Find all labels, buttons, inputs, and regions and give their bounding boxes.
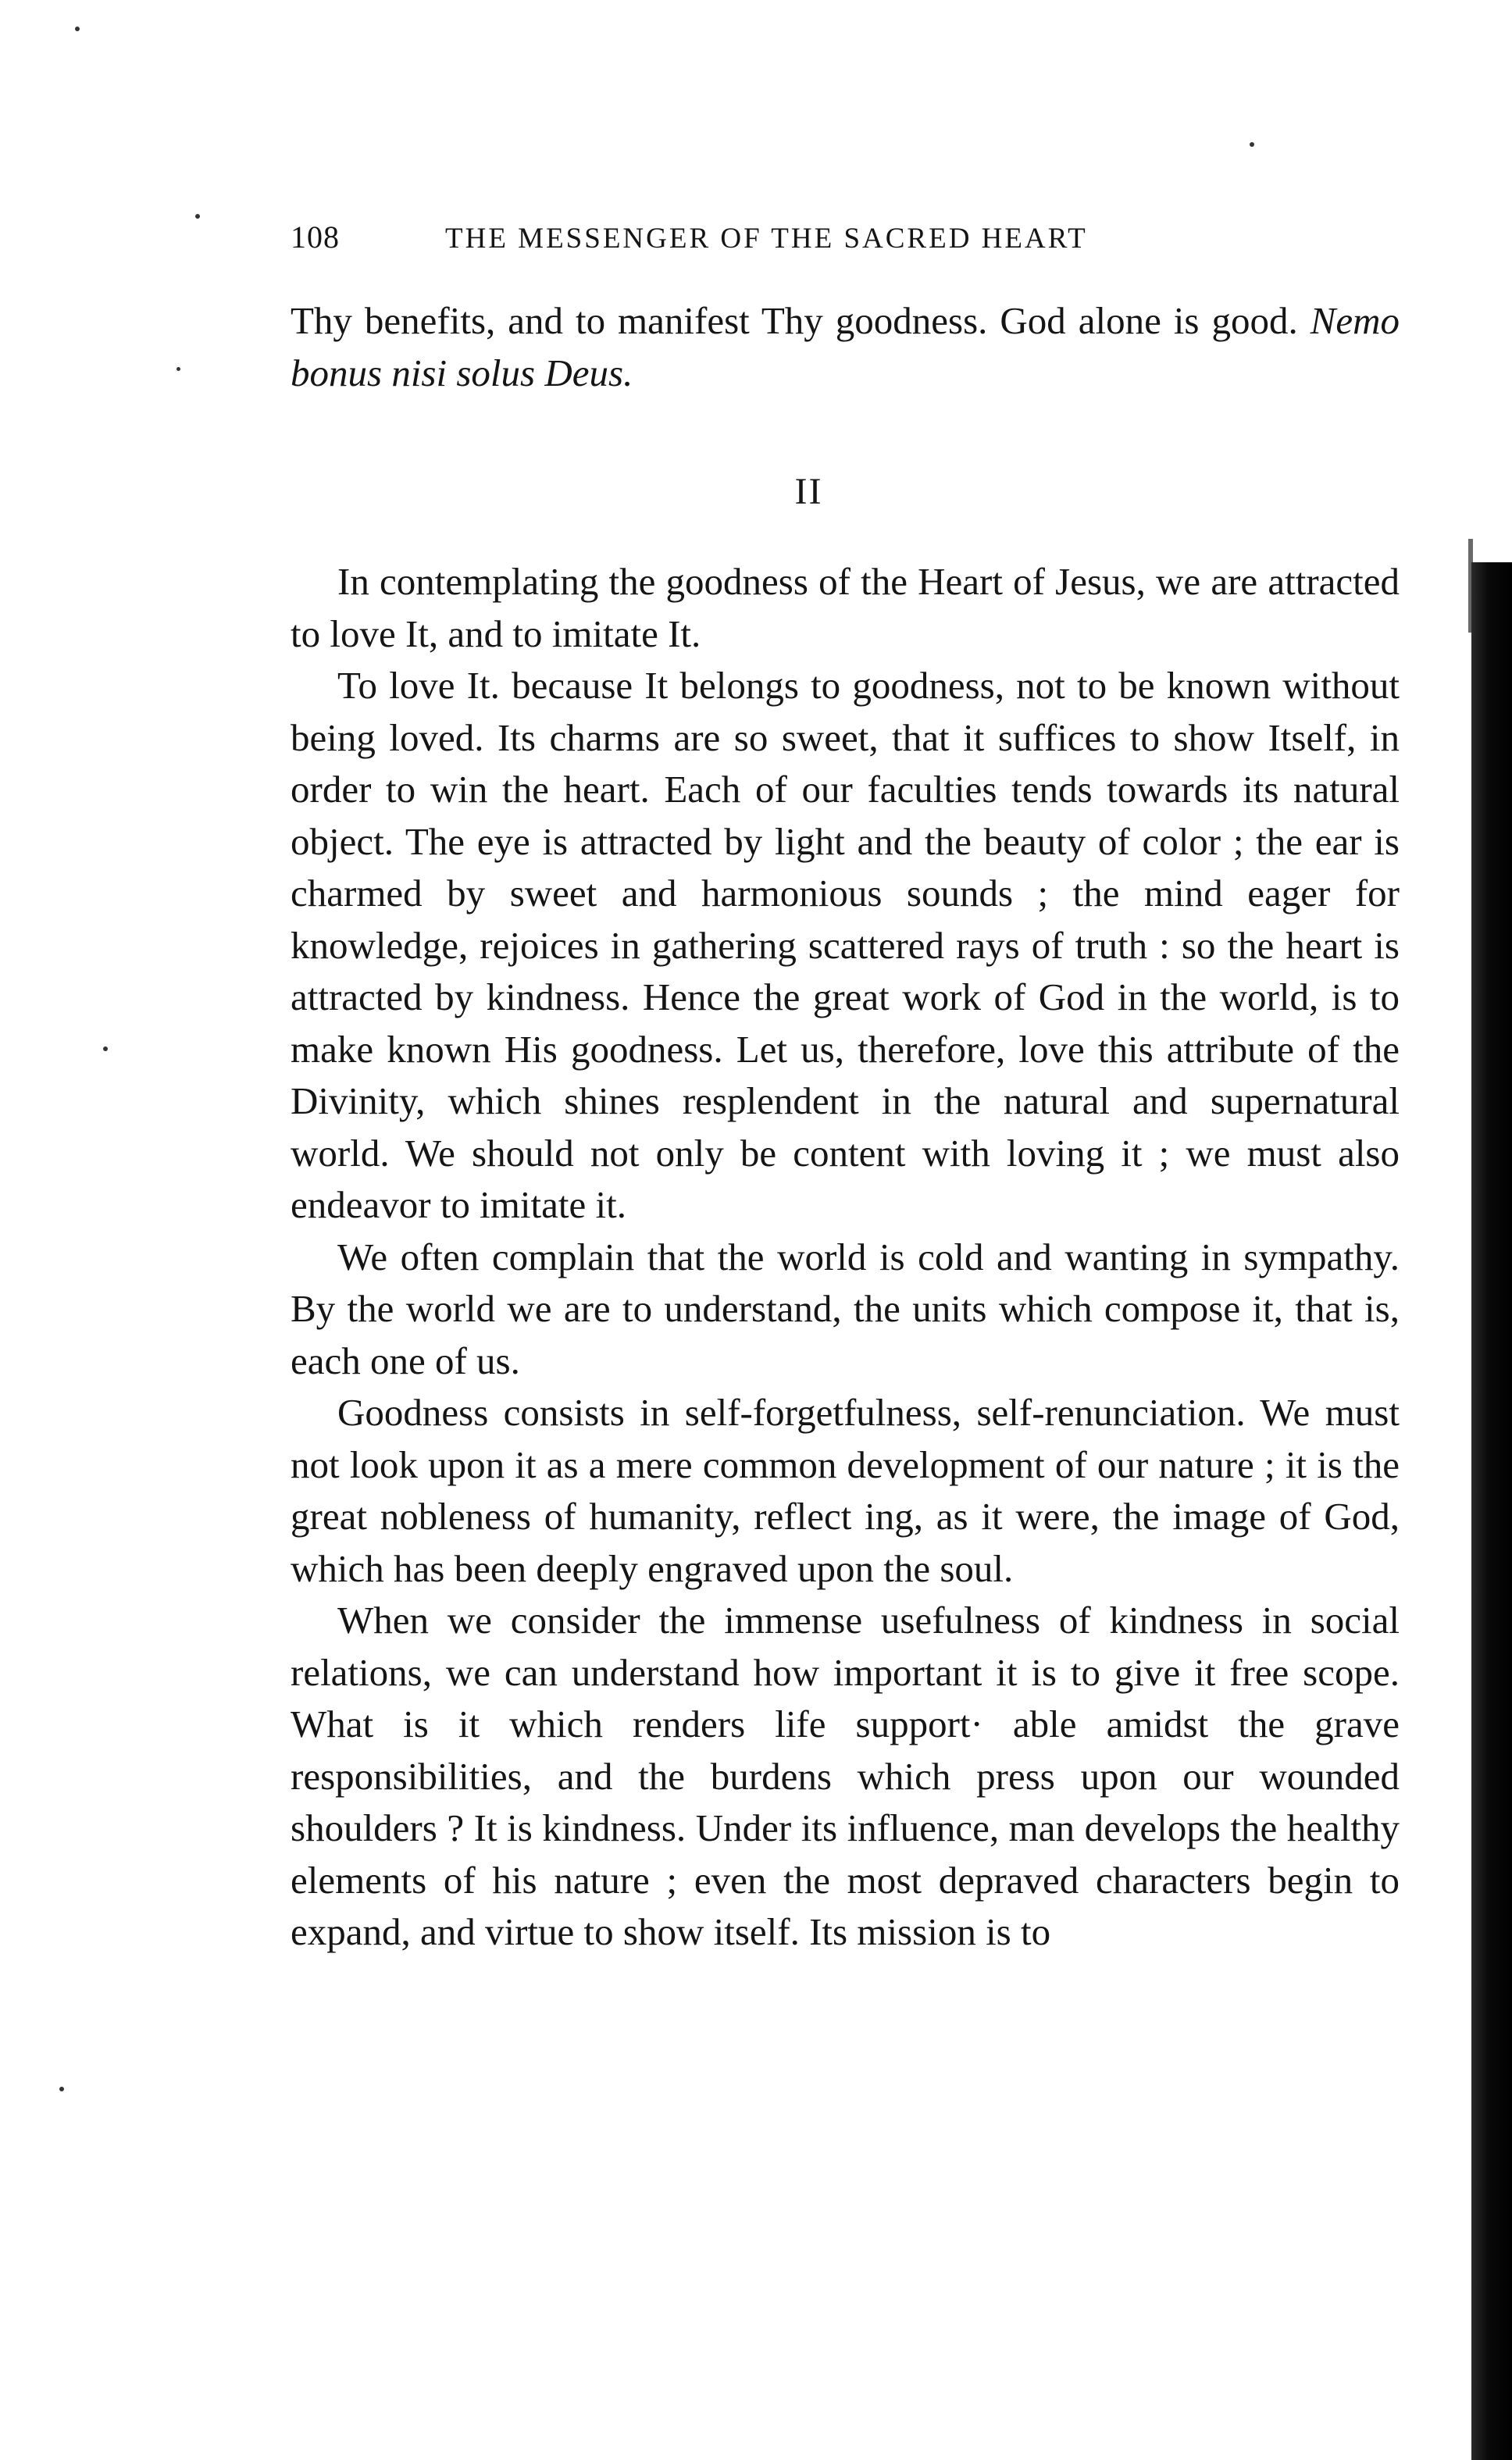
- scan-speck: [1250, 142, 1254, 147]
- running-title: THE MESSENGER OF THE SACRED HEART: [445, 223, 1088, 255]
- paragraph: Goodness consists in self-forgetfulness, self-renunciation. We must not look upon it as a mere common development of our nature ; it is the great nobleness of humanity, reflect ing, as it were, the image of God, which has been deeply engraved upon the soul.: [291, 1391, 1400, 1590]
- continuation-body: Thy benefits, and to manifest Thy goodness. God alone is good.: [291, 299, 1311, 342]
- scan-speck: [75, 27, 80, 31]
- paragraph: To love It. because It belongs to goodness, not to be known without being loved. Its charms are so sweet, that it suffices to show Itself, in order to win the heart. Each of our faculties tends towards its natural object. The eye is attracted by light and the beauty of color ; the ear is charmed by sweet and harmonious sounds ; the mind eager for knowledge, rejoices in gathering scattered rays of truth : so the heart is attracted by kindness. Hence the great work of God in the world, is to make known His goodness. Let us, therefore, love this attribute of the Divinity, which shines resplendent in the natural and supernatural world. We should not only be content with loving it ; we must also endeavor to imitate it.: [291, 664, 1400, 1226]
- paragraph: We often complain that the world is cold and wanting in sympathy. By the world we are to understand, the units which compose it, that is, each one of us.: [291, 1235, 1400, 1382]
- running-header: [291, 219, 1275, 266]
- scan-speck: [177, 367, 180, 371]
- scan-speck: [103, 1046, 108, 1051]
- latin-quotation: Nemo bonus nisi solus Deus.: [291, 299, 1400, 394]
- scan-speck: [59, 2087, 64, 2091]
- scan-edge-shadow: [1471, 562, 1512, 2460]
- scan-speck: [195, 214, 200, 219]
- continuation-text: [291, 295, 1400, 399]
- section-body: [291, 556, 1400, 1959]
- page-number: 108: [291, 219, 340, 255]
- section-numeral: II: [794, 471, 823, 512]
- continuation-paragraph: [291, 295, 1400, 399]
- paragraph: When we consider the immense usefulness of kindness in social relations, we can understand how important it is to give it free scope. What is it which renders life support· able amidst the grave responsibilities, and the burdens which press upon our wounded shoulders ? It is kindness. Under its influence, man develops the healthy elements of his nature ; even the most depraved characters begin to expand, and virtue to show itself. Its mission is to: [291, 1599, 1400, 1953]
- paragraph: In contemplating the goodness of the Heart of Jesus, we are attracted to love It, and to imitate It.: [291, 560, 1400, 655]
